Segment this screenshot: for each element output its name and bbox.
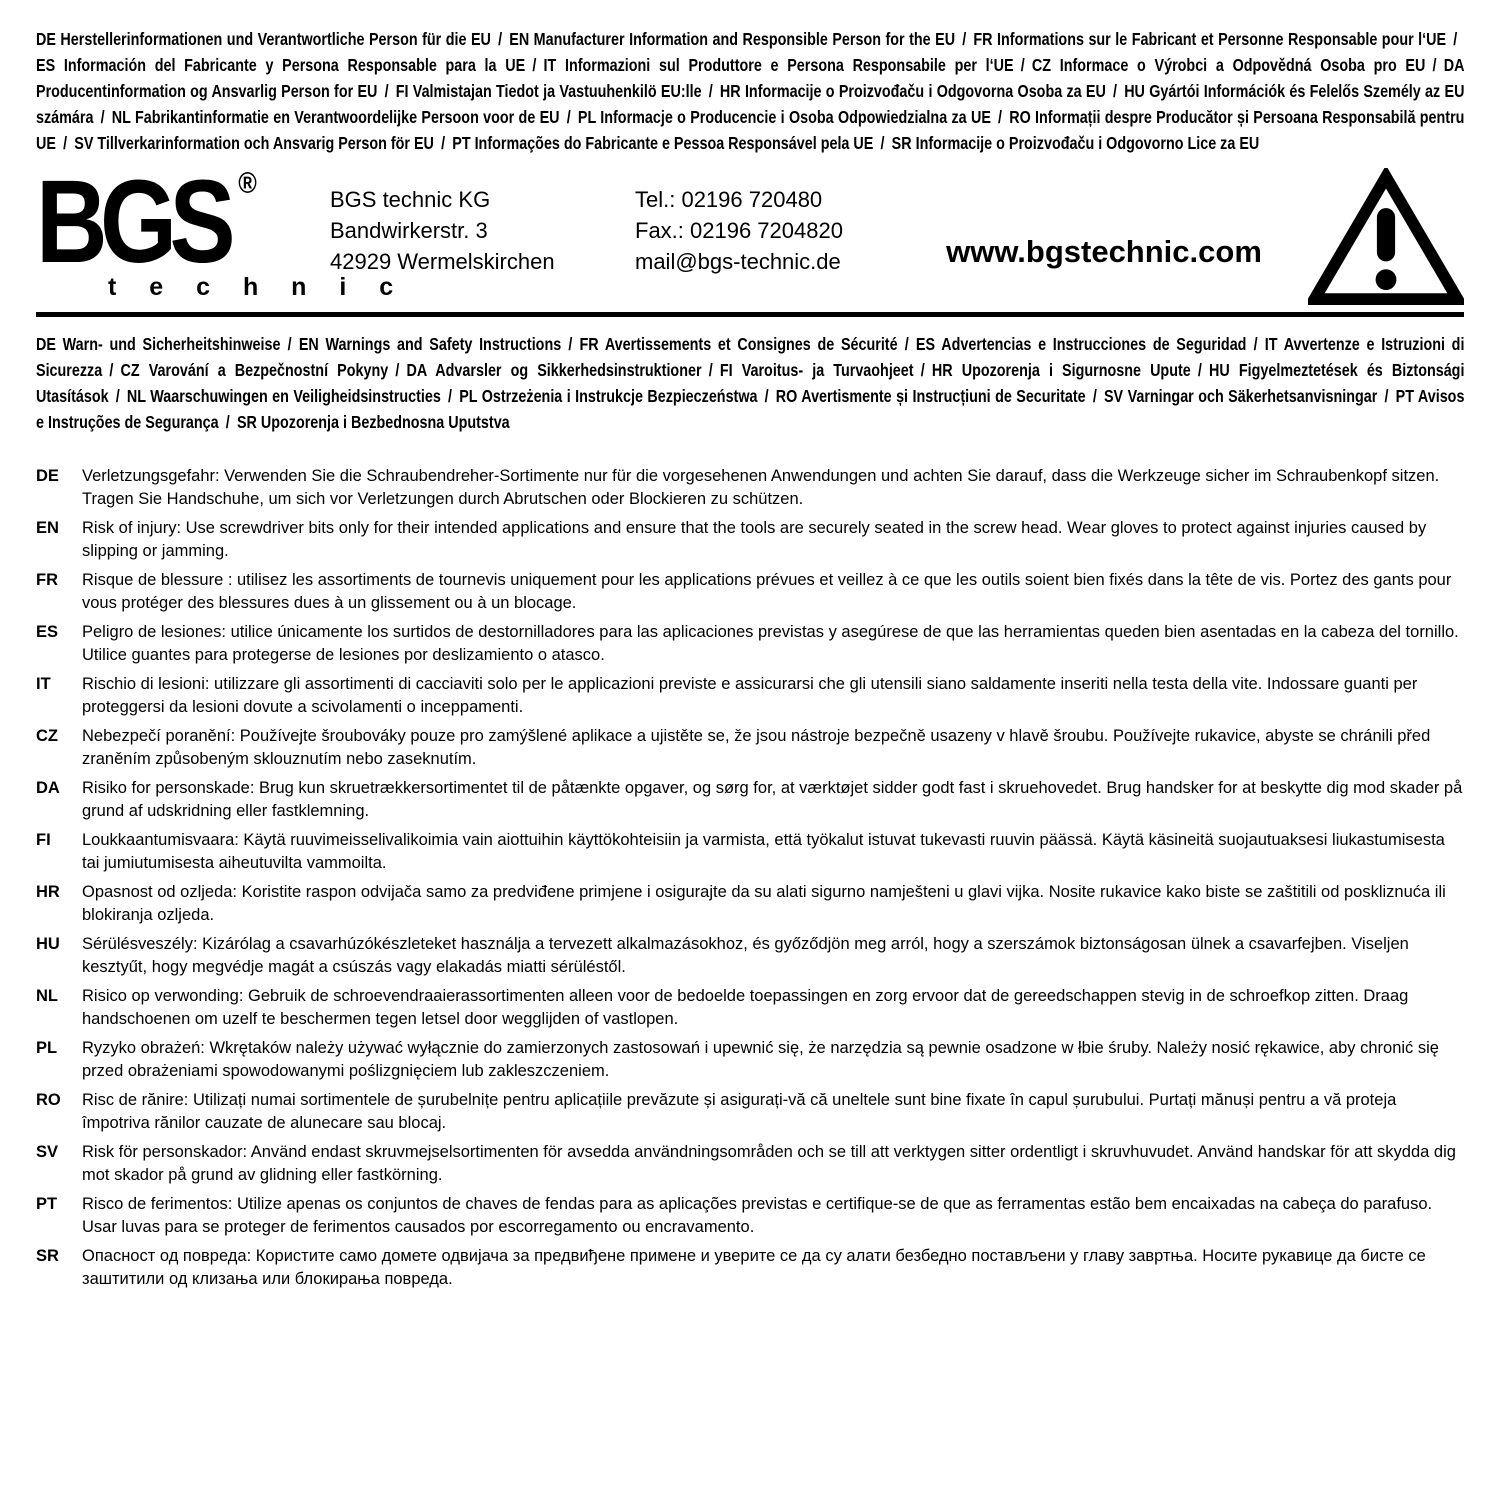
contact-info — [635, 168, 900, 277]
safety-header: DE Warn- und Sicherheitshinweise / EN Warnings and Safety Instructions / FR Avertissements et Consignes de Sécurité / ES Advertencias e Instrucciones de Seguridad / IT Avvertenze e Istruzioni di Sicurezza / CZ Varování a Bezpečnostní Pokyny / DA Advarsler og Sikkerhedsinstruktioner / FI Varoitus- ja Turvaohjeet / HR Upozorenja i Sigurnosne Upute / HU Figyelmeztetések és Biztonsági Utasítások / NL Waarschuwingen en Veiligheidsinstructies / PL Ostrzeżenia i Instrukcje Bezpieczeństwa / RO Avertismente și Instrucțiuni de Securitate / SV Varningar och Säkerhetsanvisningar / PT Avisos e Instruções de Segurança / SR Upozorenja i Bezbednosna Uputstva — [36, 334, 1465, 432]
language-code: PL — [36, 1039, 58, 1057]
email-line: mail@bgs-technic.de — [635, 249, 841, 274]
bgs-logo — [36, 156, 407, 302]
warning-item — [36, 1193, 1464, 1239]
warning-item — [36, 569, 1464, 615]
warning-text: Risiko for personskade: Brug kun skruetrækkersortimentet til de påtænkte opgaver, og sørg for, at værktøjet sidder godt fast i skruehovedet. Brug handsker for at beskytte dig mod skader på grund af udskridning eller fastklemning. — [82, 779, 1463, 820]
tel-line: Tel.: 02196 720480 — [635, 187, 823, 212]
language-code: EN — [36, 519, 59, 537]
language-code: SV — [36, 1143, 59, 1161]
language-code: IT — [36, 675, 51, 693]
company-street: Bandwirkerstr. 3 — [330, 218, 488, 243]
bgs-logo-letters: BGS — [36, 156, 229, 288]
company-name: BGS technic KG — [330, 187, 491, 212]
manufacturer-info-header: DE Herstellerinformationen und Verantwortliche Person für die EU / EN Manufacturer Information and Responsible Person for the EU / FR Informations sur le Fabricant et Personne Responsable pour l‘UE / ES Información del Fabricante y Persona Responsable para la UE / IT Informazioni sul Produttore e Persona Responsabile per l‘UE / CZ Informace o Výrobci a Odpovědná Osoba pro EU / DA Producentinformation og Ansvarlig Person for EU / FI Valmistajan Tiedot ja Vastuuhenkilö EU:lle / HR Informacije o Proizvođaču i Odgovorna Osoba za EU / HU Gyártói Információk és Felelős Személy az EU számára / NL Fabrikantinformatie en Verantwoordelijke Persoon voor de EU / PL Informacje o Producencie i Osoba Odpowiedzialna za UE / RO Informații despre Producător și Persoana Responsabilă pentru UE / SV Tillverkarinformation och Ansvarig Person för EU / PT Informações do Fabricante e Pessoa Responsável pela UE / SR Informacije o Proizvođaču i Odgovorno Lice za EU — [36, 29, 1465, 153]
bgs-logo-text — [36, 156, 283, 288]
language-code: ES — [36, 623, 59, 641]
warning-text: Опасност од повреда: Користите само домете одвијача за предвиђене примене и уверите се да су алати безбедно постављени у главу завртња. Носите рукавице да бисте се заштитили од клизања или блокирања повреда. — [82, 1247, 1426, 1288]
registered-trademark-icon: ® — [238, 167, 257, 200]
language-code: FR — [36, 571, 58, 589]
warning-text: Sérülésveszély: Kizárólag a csavarhúzókészleteket használja a tervezett alkalmazásokhoz, és győződjön meg arról, hogy a szerszámok biztonságosan ülnek a csavarfejben. Viseljen kesztyűt, hogy megvédje magát a csúszás vagy elakadás miatti sérüléstől. — [82, 935, 1409, 976]
company-address — [330, 168, 635, 277]
bgs-logo-sub: t e c h n i c — [108, 272, 407, 301]
warning-text: Risco de ferimentos: Utilize apenas os conjuntos de chaves de fendas para as aplicações previstas e certifique-se de que as ferramentas estão bem encaixadas na cabeça do parafuso. Usar luvas para se proteger de ferimentos causados por escorregamento ou encravamento. — [82, 1195, 1433, 1236]
warning-item — [36, 1089, 1464, 1135]
language-code: PT — [36, 1195, 58, 1213]
warning-item — [36, 1245, 1464, 1291]
warning-item — [36, 777, 1464, 823]
warning-text: Risk för personskador: Använd endast skruvmejselsortimenten för avsedda användningsområden och se till att verktygen sitter ordentligt i skruvhuvudet. Använd handskar för att skydda dig mot skador på grund av glidning eller fastkörning. — [82, 1143, 1456, 1184]
warning-text: Risque de blessure : utilisez les assortiments de tournevis uniquement pour les applications prévues et veillez à ce que les outils soient bien fixés dans la tête de vis. Portez des gants pour vous protéger des blessures dues à un glissement ou à un blocage. — [82, 571, 1452, 612]
warning-text: Rischio di lesioni: utilizzare gli assortimenti di cacciaviti solo per le applicazioni previste e assicurarsi che gli utensili siano saldamente inseriti nella testa della vite. Indossare guanti per proteggersi da lesioni dovute a scivolamenti o inceppamenti. — [82, 675, 1418, 716]
warning-text: Verletzungsgefahr: Verwenden Sie die Schraubendreher-Sortimente nur für die vorgesehenen Anwendungen und achten Sie darauf, dass die Werkzeuge sicher im Schraubenkopf sitzen. Tragen Sie Handschuhe, um sich vor Verletzungen durch Abrutschen oder Blockieren zu schützen. — [82, 467, 1440, 508]
warning-text: Risk of injury: Use screwdriver bits only for their intended applications and ensure that the tools are securely seated in the screw head. Wear gloves to protect against injuries caused by slipping or jamming. — [82, 519, 1427, 560]
warning-text: Risc de rănire: Utilizați numai sortimentele de șurubelnițe pentru aplicațiile prevăzute și asigurați-vă că uneltele sunt bine fixate în capul șurubului. Purtați mănuși pentru a vă proteja împotriva rănilor cauzate de alunecare sau blocaj. — [82, 1091, 1397, 1132]
website-text: www.bgstechnic.com — [946, 234, 1262, 269]
warning-text: Peligro de lesiones: utilice únicamente los surtidos de destornilladores para las aplicaciones previstas y asegúrese de que las herramientas queden bien asentadas en la cabeza del tornillo. Utilice guantes para protegerse de lesiones por deslizamiento o atasco. — [82, 623, 1459, 664]
warning-text: Risico op verwonding: Gebruik de schroevendraaierassortimenten alleen voor de bedoelde toepassingen en zorg ervoor dat de gereedschappen stevig in de schroefkop zitten. Draag handschoenen om uzelf te beschermen tegen letsel door wegglijden of vastlopen. — [82, 987, 1409, 1028]
language-code: NL — [36, 987, 58, 1005]
language-code: DA — [36, 779, 60, 797]
warning-text: Loukkaantumisvaara: Käytä ruuvimeisselivalikoimia vain aiottuihin käyttökohteisiin ja varmista, että työkalut istuvat tukevasti ruuvin päässä. Käytä käsineitä suojautuaksesi liukastumisesta tai jumiutumisesta aiheutuvilta vammoilta. — [82, 831, 1445, 872]
language-code: FI — [36, 831, 51, 849]
language-code: CZ — [36, 727, 58, 745]
warning-item — [36, 517, 1464, 563]
fax-line: Fax.: 02196 7204820 — [635, 218, 843, 243]
warning-item — [36, 673, 1464, 719]
warning-item — [36, 985, 1464, 1031]
language-code: RO — [36, 1091, 61, 1109]
language-code: DE — [36, 467, 59, 485]
warning-item — [36, 1037, 1464, 1083]
warning-item — [36, 465, 1464, 511]
warning-item — [36, 881, 1464, 927]
warning-item — [36, 1141, 1464, 1187]
warning-text: Ryzyko obrażeń: Wkrętaków należy używać wyłącznie do zamierzonych zastosowań i upewnić się, że narzędzia są pewnie osadzone w łbie śruby. Należy nosić rękawice, aby chronić się przed obrażeniami spowodowanymi poślizgnięciem lub zakleszczeniem. — [82, 1039, 1439, 1080]
warning-item — [36, 829, 1464, 875]
warnings-list — [36, 465, 1464, 1291]
language-code: HU — [36, 935, 60, 953]
warning-item — [36, 621, 1464, 667]
language-code: SR — [36, 1247, 59, 1265]
warning-item — [36, 933, 1464, 979]
language-code: HR — [36, 883, 60, 901]
warning-text: Nebezpečí poranění: Používejte šroubováky pouze pro zamýšlené aplikace a ujistěte se, že jsou nástroje bezpečně usazeny v hlavě šroubu. Používejte rukavice, abyste se chránili před zraněním způsobeným sklouznutím nebo zaseknutím. — [82, 727, 1431, 768]
brand-row — [36, 156, 1464, 310]
company-city: 42929 Wermelskirchen — [330, 249, 555, 274]
warning-text: Opasnost od ozljeda: Koristite raspon odvijača samo za predviđene primjene i osigurajte da su alati sigurno namješteni u glavi vijka. Nosite rukavice kako biste se zaštitili od poskliznuća ili blokiranja ozljeda. — [82, 883, 1446, 924]
divider — [36, 312, 1464, 317]
warning-item — [36, 725, 1464, 771]
warning-triangle-icon — [1308, 168, 1464, 308]
